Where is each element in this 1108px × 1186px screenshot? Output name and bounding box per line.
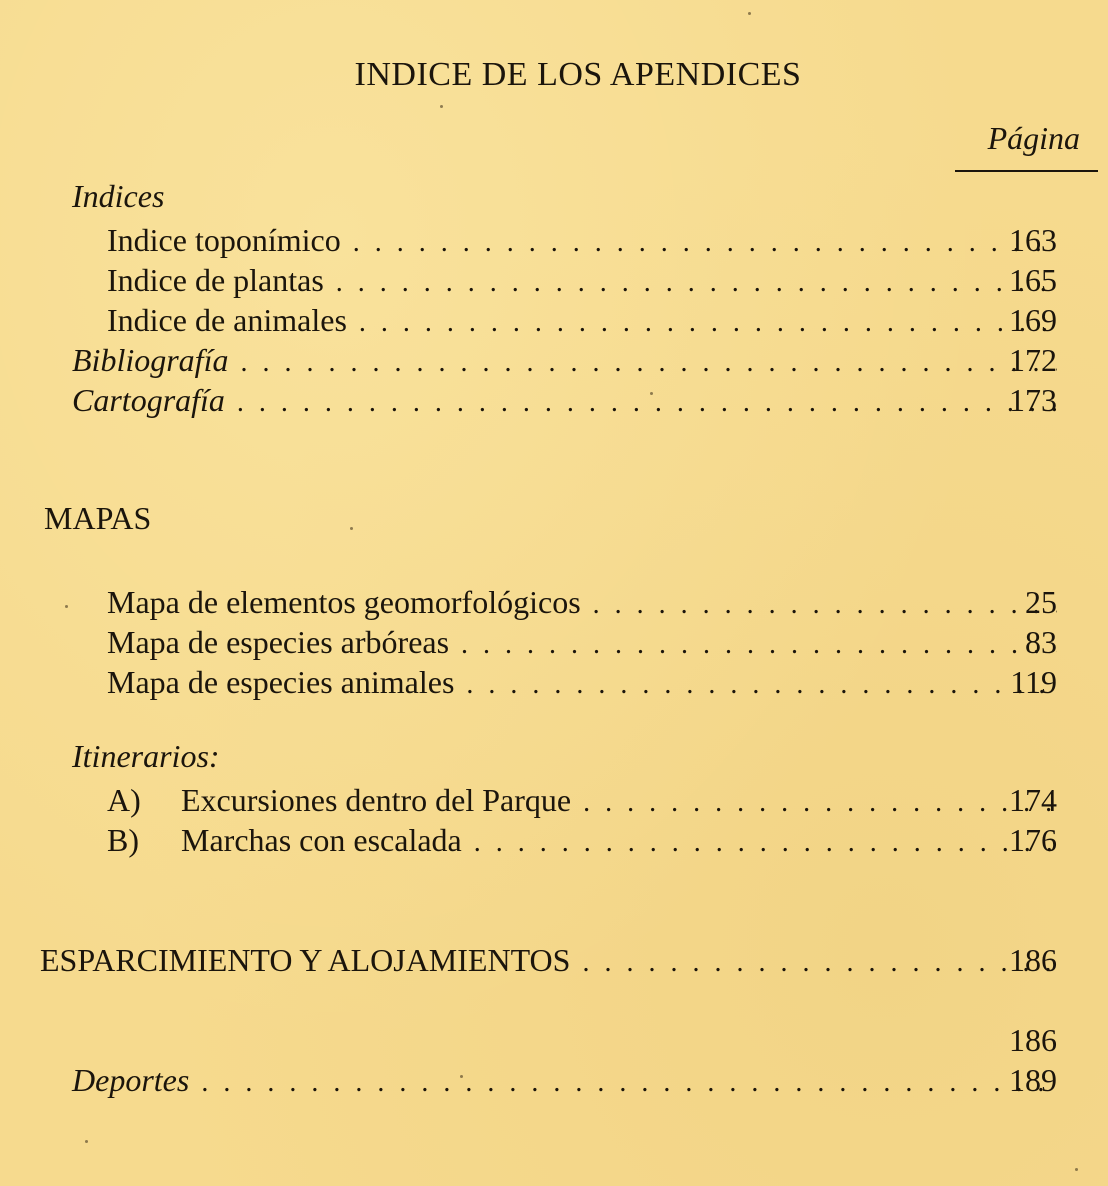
paper-speck (650, 392, 653, 395)
dot-leader (336, 267, 1057, 298)
paper-speck (350, 527, 353, 530)
section-heading-itinerarios: Itinerarios: (72, 738, 220, 774)
toc-entry-label: Indice de plantas (107, 262, 324, 298)
page-column-header: Página (987, 120, 1080, 156)
toc-entry-page: 165 (1009, 262, 1057, 298)
paper-speck (85, 1140, 88, 1143)
page-title: INDICE DE LOS APENDICES (354, 56, 802, 93)
toc-entry-page: 173 (1009, 382, 1057, 418)
toc-entry (107, 664, 1057, 702)
paper-speck (65, 605, 68, 608)
toc-entry-page: 189 (1009, 1062, 1057, 1098)
toc-entry-page: 163 (1009, 222, 1057, 258)
toc-entry-label: Indice de animales (107, 302, 347, 338)
toc-entry (107, 222, 1057, 260)
paper-speck (748, 12, 751, 15)
toc-entry-page: 25 (1025, 584, 1057, 620)
dot-leader (466, 669, 1057, 700)
paper-speck (1075, 1168, 1078, 1171)
toc-entry-label: Mapa de especies animales (107, 664, 455, 700)
dot-leader (461, 629, 1057, 660)
toc-entry-label: Indice toponímico (107, 222, 341, 258)
toc-entry-bibliografia (72, 342, 1057, 380)
toc-entry-label: Mapa de elementos geomorfológicos (107, 584, 581, 620)
dot-leader (359, 307, 1057, 338)
toc-entry-letter: A) (107, 782, 141, 818)
toc-entry (107, 302, 1057, 340)
toc-entry (107, 262, 1057, 300)
page-column-rule (955, 170, 1098, 172)
dot-leader (583, 787, 1057, 818)
toc-entry-label: Deportes (72, 1062, 190, 1098)
toc-entry (107, 584, 1057, 622)
toc-entry-label: Bibliografía (72, 342, 229, 378)
toc-entry-label: Mapa de especies arbóreas (107, 624, 450, 660)
toc-entry-page: 119 (1010, 664, 1057, 700)
toc-entry-label: Cartografía (72, 382, 225, 418)
section-heading-mapas: MAPAS (44, 500, 152, 536)
toc-entry-label: Marchas con escalada (181, 822, 462, 858)
toc-entry-label: Excursiones dentro del Parque (181, 782, 572, 818)
paper-speck (460, 1075, 463, 1078)
toc-entry-letter: B) (107, 822, 139, 858)
toc-entry-page: 176 (1009, 822, 1057, 858)
toc-entry-deportes (72, 1062, 1057, 1100)
toc-entry (107, 624, 1057, 662)
dot-leader (237, 387, 1057, 418)
orphan-page-number: 186 (1009, 1022, 1057, 1058)
toc-entry-page: 186 (1009, 942, 1057, 978)
section-heading-indices: Indices (72, 178, 165, 214)
toc-entry-page: 174 (1009, 782, 1057, 818)
toc-entry-page: 172 (1009, 342, 1057, 378)
toc-entry-page: 169 (1009, 302, 1057, 338)
toc-entry (107, 782, 1057, 820)
dot-leader (593, 589, 1057, 620)
dot-leader (474, 827, 1057, 858)
toc-entry-label: ESPARCIMIENTO Y ALOJAMIENTOS (40, 942, 571, 978)
paper-speck (440, 105, 443, 108)
dot-leader (201, 1067, 1057, 1098)
dot-leader (240, 347, 1057, 378)
toc-entry-page: 83 (1025, 624, 1057, 660)
toc-entry-esparcimiento (40, 942, 1057, 980)
toc-entry-cartografia (72, 382, 1057, 420)
toc-entry (107, 822, 1057, 860)
dot-leader (582, 947, 1057, 978)
dot-leader (353, 227, 1057, 258)
